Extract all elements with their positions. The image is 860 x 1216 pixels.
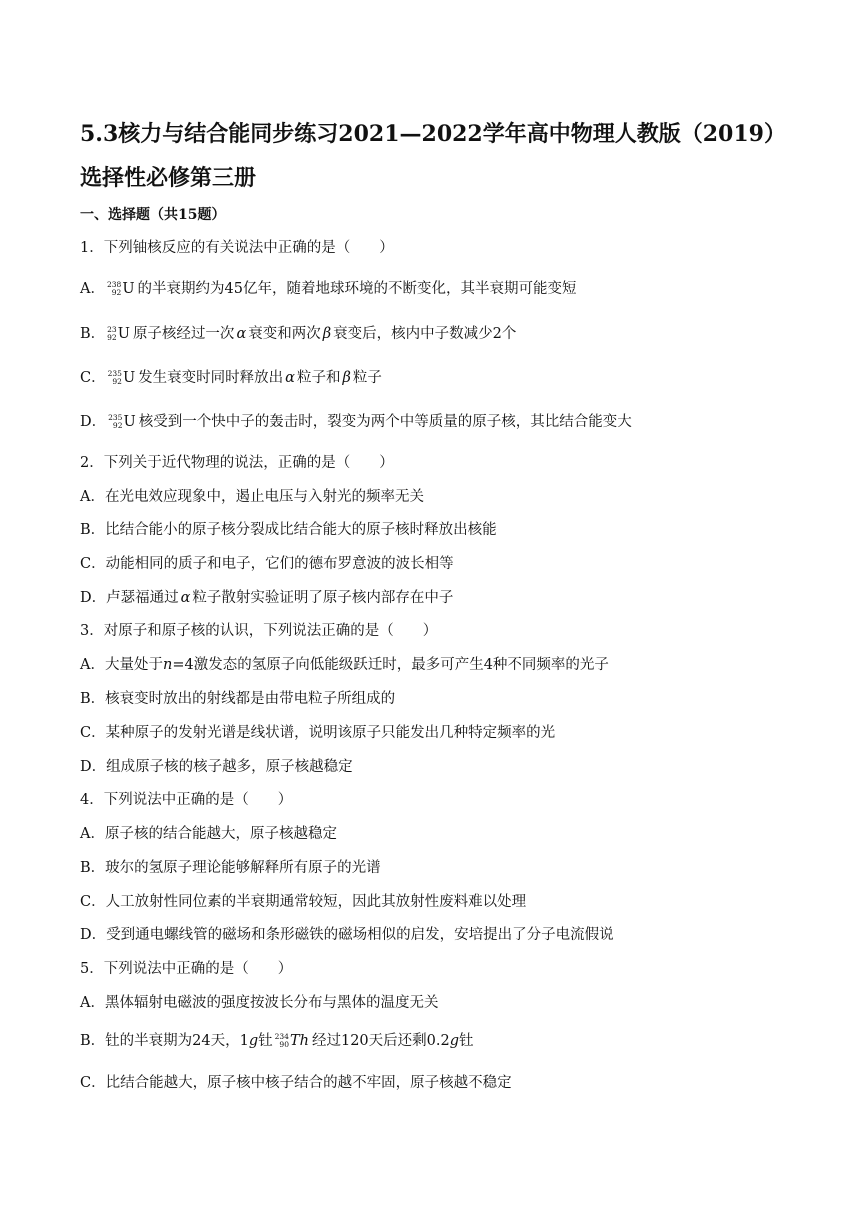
q5-option-a[interactable]: A．黑体辐射电磁波的强度按波长分布与黑体的温度无关 [80,995,439,1011]
q1-option-d[interactable] [80,410,632,431]
q1-stem: 1．下列铀核反应的有关说法中正确的是（ ） [80,240,394,256]
q3-stem: 3．对原子和原子核的认识，下列说法正确的是（ ） [80,623,438,639]
nuclide-u238: 238 92 U [106,280,135,297]
q4-option-d[interactable]: D．受到通电螺线管的磁场和条形磁铁的磁场相似的启发，安培提出了分子电流假说 [80,927,614,943]
nuclide-u235: 235 92 U [107,369,136,386]
q5-option-c[interactable]: C．比结合能越大，原子核中核子结合的越不牢固，原子核越不稳定 [80,1075,512,1091]
nuclide-th234: 234 90 Th [274,1032,309,1049]
q2-option-b[interactable]: B．比结合能小的原子核分裂成比结合能大的原子核时释放出核能 [80,522,497,538]
amount-value: 0.2 [426,1033,450,1049]
q4-stem: 4．下列说法中正确的是（ ） [80,792,293,808]
alpha-symbol: α [236,326,247,342]
q3-option-b[interactable]: B．核衰变时放出的射线都是由带电粒子所组成的 [80,691,396,707]
alpha-symbol: α [180,590,191,606]
q1-option-b[interactable]: B． 23 92 U 原子核经过一次 α 衰变和两次 β 衰变后，核内中子数减少2个 [80,325,517,342]
q2-option-a[interactable]: A．在光电效应现象中，遏止电压与入射光的频率无关 [80,489,424,505]
option-text: 的半衰期约为45亿年，随着地球环境的不断变化，其半衰期可能变短 [137,281,577,297]
q2-stem: 2．下列关于近代物理的说法，正确的是（ ） [80,455,394,471]
q1-option-c[interactable]: C． 235 92 U 发生衰变时同时释放出 α 粒子和 β 粒子 [80,369,382,386]
nuclide-u235: 235 92 U [108,413,136,430]
q2-option-d[interactable]: D．卢瑟福通过 α 粒子散射实验证明了原子核内部存在中子 [80,590,454,606]
q5-stem: 5．下列说法中正确的是（ ） [80,961,293,977]
beta-symbol: β [322,326,332,342]
q4-option-a[interactable]: A．原子核的结合能越大，原子核越稳定 [80,826,337,842]
unit-gram: g [248,1033,259,1049]
nuclide-u23: 23 92 U [107,325,130,342]
option-text: 核受到一个快中子的轰击时，裂变为两个中等质量的原子核，其比结合能变大 [138,414,632,430]
beta-symbol: β [342,370,351,386]
q1-option-a[interactable] [80,277,577,298]
option-letter: B． [80,326,106,342]
option-letter: D． [80,414,107,430]
q2-option-c[interactable]: C．动能相同的质子和电子，它们的德布罗意波的波长相等 [80,556,454,572]
option-letter: A． [80,281,105,297]
q3-option-a[interactable]: A．大量处于n=4激发态的氢原子向低能级跃迁时，最多可产生4种不同频率的光子 [80,657,609,673]
q3-option-d[interactable]: D．组成原子核的核子越多，原子核越稳定 [80,759,353,775]
q4-option-b[interactable]: B．玻尔的氢原子理论能够解释所有原子的光谱 [80,860,381,876]
q3-option-c[interactable]: C．某种原子的发射光谱是线状谱，说明该原子只能发出几种特定频率的光 [80,725,556,741]
q4-option-c[interactable]: C．人工放射性同位素的半衰期通常较短，因此其放射性废料难以处理 [80,894,527,910]
section-heading: 一、选择题（共15题） [80,207,226,223]
option-letter: C． [80,370,106,386]
alpha-symbol: α [285,370,295,386]
unit-gram: g [449,1033,460,1049]
q5-option-b[interactable]: B．钍的半衰期为24天，1g钍 234 90 Th 经过120天后还剩0.2g钍 [80,1032,474,1049]
variable-n: n [162,657,173,673]
document-title: 5.3核力与结合能同步练习2021—2022学年高中物理人教版（2019）选择性必修第三册 [80,121,786,191]
